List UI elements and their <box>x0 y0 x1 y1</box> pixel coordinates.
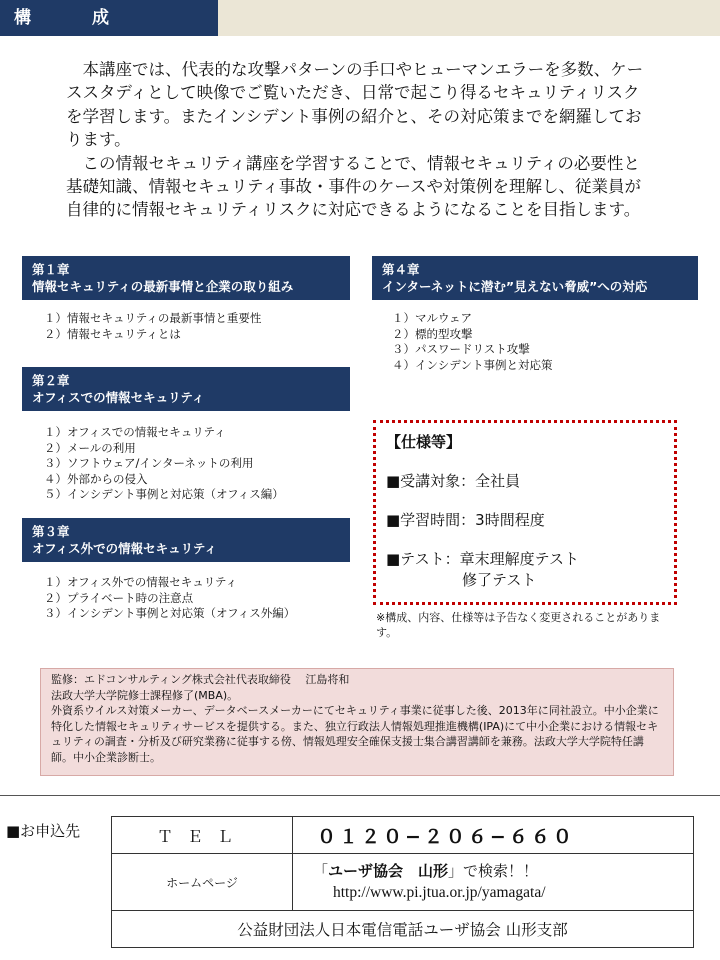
intro-text <box>66 58 652 222</box>
chapter-3-items <box>44 575 295 622</box>
specs-note: ※構成、内容、仕様等は予告なく変更されることがあります。 <box>376 611 661 639</box>
chapter-title: インターネットに潜む”見えない脅威”への対応 <box>382 279 648 294</box>
list-item: ４）外部からの侵入 <box>44 471 148 486</box>
list-item: ３）ソフトウェア/インターネットの利用 <box>44 456 254 471</box>
supervisor-bio: 外資系ウイルス対策メーカー、データベースメーカーにてセキュリティ事業に従事した後、2013年に同社設立。中小企業に特化した情報セキュリティサービスを提供する。また、独立行政法人情報処理推進機構(IPA)にて中小企業における情報セキュリティの調査・分析及び研究業務に従事する傍、情報処理安全確保支援士集合講習講師を兼務。法政大学大学院特任講師。中小企業診断士。 <box>51 704 659 764</box>
table-row <box>112 817 694 854</box>
specs-box <box>373 420 677 605</box>
homepage-url[interactable]: http://www.pi.jtua.or.jp/yamagata/ <box>333 884 546 901</box>
chapter-2-items <box>44 425 284 503</box>
spec-time: ■学習時間：3時間程度 <box>386 511 545 529</box>
list-item: ４）インシデント事例と対応策 <box>392 357 553 372</box>
chapter-1-header <box>22 256 350 300</box>
chapter-number: 第３章 <box>32 524 70 539</box>
list-item: ３）インシデント事例と対応策（オフィス外編） <box>44 606 296 621</box>
chapter-4-header <box>372 256 698 300</box>
chapter-number: 第４章 <box>382 262 420 277</box>
list-item: ３）パスワードリスト攻撃 <box>392 342 530 357</box>
list-item: ２）標的型攻撃 <box>392 326 473 341</box>
supervisor-name: 監修：エドコンサルティング株式会社代表取締役 江島将和 <box>51 673 350 686</box>
intro-paragraph-2: この情報セキュリティ講座を学習することで、情報セキュリティの必要性と基礎知識、情報セキュリティ事故・事件のケースや対策例を理解し、従業員が自律的に情報セキュリティリスクに対応できるようになることを目指します。 <box>66 153 642 220</box>
chapter-number: 第２章 <box>32 373 70 388</box>
chapter-title: オフィス外での情報セキュリティ <box>32 541 217 556</box>
contact-table <box>111 816 694 948</box>
apply-label: ■お申込先 <box>6 822 81 840</box>
chapter-title: 情報セキュリティの最新事情と企業の取り組み <box>32 279 294 294</box>
specs-title: 【仕様等】 <box>386 433 462 451</box>
search-keyword: ユーザ協会 山形 <box>328 862 449 880</box>
tel-value[interactable]: ０１２０−２０６−６６０ <box>293 817 694 854</box>
chapter-3-header <box>22 518 350 562</box>
list-item: １）情報セキュリティの最新事情と重要性 <box>44 311 262 325</box>
spec-target: ■受講対象：全社員 <box>386 472 521 490</box>
tel-label: ＴＥＬ <box>112 817 293 854</box>
list-item: １）オフィス外での情報セキュリティ <box>44 575 238 589</box>
chapter-title: オフィスでの情報セキュリティ <box>32 390 205 405</box>
supervisor-degree: 法政大学大学院修士課程修了(MBA)。 <box>51 688 239 702</box>
divider <box>0 795 720 796</box>
list-item: １）オフィスでの情報セキュリティ <box>44 425 226 439</box>
list-item: １）マルウェア <box>392 311 473 325</box>
list-item: ２）メールの利用 <box>44 440 136 455</box>
homepage-label: ホームページ <box>112 854 293 911</box>
list-item: ５）インシデント事例と対応策（オフィス編） <box>44 487 284 502</box>
homepage-value <box>293 854 694 911</box>
chapter-2-header <box>22 367 350 411</box>
chapter-1-items <box>44 311 261 342</box>
search-phrase: 「ユーザ協会 山形」で検索！！ <box>313 862 539 880</box>
list-item: ２）プライベート時の注意点 <box>44 590 194 605</box>
intro-paragraph-1: 本講座では、代表的な攻撃パターンの手口やヒューマンエラーを多数、ケーススタディとして映像でご覧いただき、日常で起こり得るセキュリティリスクを学習します。またインシデント事例の紹介と、その対応策までを網羅しております。 <box>66 60 644 150</box>
list-item: ２）情報セキュリティとは <box>44 326 181 341</box>
chapter-4-items <box>392 311 552 373</box>
table-row <box>112 911 694 948</box>
organization-name: 公益財団法人日本電信電話ユーザ協会 山形支部 <box>112 911 694 948</box>
table-row <box>112 854 694 911</box>
spec-test: ■テスト：章末理解度テスト <box>386 550 579 568</box>
chapter-number: 第１章 <box>32 262 70 277</box>
section-title: 構 成 <box>0 0 218 36</box>
supervisor-box <box>40 668 674 776</box>
spec-test-final: 修了テスト <box>462 571 537 589</box>
